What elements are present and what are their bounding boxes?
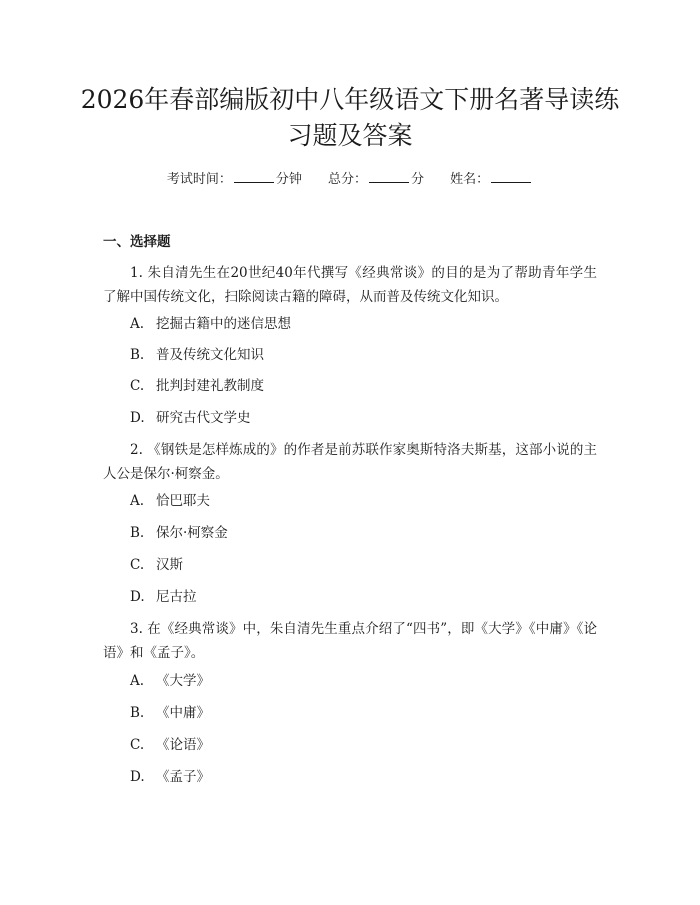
question-1-option-d [130, 408, 251, 428]
document-title: 2026年春部编版初中八年级语文下册名著导读练习题及答案 [80, 85, 620, 150]
total-score-field [328, 170, 424, 189]
option-text: 《论语》 [156, 737, 210, 753]
question-3-option-a [130, 671, 210, 691]
question-2-option-c [130, 555, 183, 575]
question-3-option-c [130, 735, 210, 755]
option-text: 汉斯 [156, 557, 183, 573]
question-1-option-c [130, 376, 264, 396]
option-letter: D. [130, 410, 145, 426]
question-2-option-d [130, 587, 197, 607]
question-2-option-b [130, 523, 228, 543]
option-letter: B. [130, 705, 145, 721]
question-3-option-b [130, 703, 210, 723]
question-1-option-a [130, 314, 291, 334]
option-text: 批判封建礼教制度 [156, 378, 264, 394]
option-letter: A. [130, 673, 145, 689]
exam-time-blank [234, 170, 274, 183]
option-letter: A. [130, 316, 145, 332]
option-text: 《中庸》 [156, 705, 210, 721]
option-text: 《孟子》 [156, 769, 210, 785]
question-1-option-b [130, 345, 264, 365]
option-text: 尼古拉 [156, 589, 197, 605]
exam-info [0, 170, 700, 189]
option-letter: A. [130, 493, 145, 509]
option-letter: C. [130, 737, 145, 753]
total-score-unit: 分 [411, 172, 425, 187]
total-score-label: 总分： [327, 172, 367, 187]
option-text: 《大学》 [156, 673, 210, 689]
question-3-option-d [130, 767, 210, 787]
question-stem-2: 2. 《钢铁是怎样炼成的》的作者是前苏联作家奥斯特洛夫斯基，这部小说的主人公是保尔·柯察金。 [103, 442, 597, 482]
name-label: 姓名： [450, 172, 490, 187]
name-blank [491, 170, 531, 183]
exam-time-label: 考试时间： [166, 172, 232, 187]
section-title: 一、选择题 [103, 234, 171, 250]
option-letter: B. [130, 525, 145, 541]
option-letter: D. [130, 769, 145, 785]
total-score-blank [369, 170, 409, 183]
option-letter: C. [130, 378, 145, 394]
option-letter: D. [130, 589, 145, 605]
option-text: 研究古代文学史 [156, 410, 251, 426]
option-text: 保尔·柯察金 [156, 525, 228, 541]
option-letter: C. [130, 557, 145, 573]
name-field [450, 170, 533, 189]
exam-time-unit: 分钟 [275, 172, 302, 187]
question-2-option-a [130, 491, 210, 511]
option-text: 普及传统文化知识 [156, 347, 264, 363]
option-text: 挖掘古籍中的迷信思想 [156, 316, 291, 332]
question-stem-3: 3. 在《经典常谈》中，朱自清先生重点介绍了“四书”，即《大学》《中庸》《论语》和《孟子》。 [103, 621, 597, 661]
option-letter: B. [130, 347, 145, 363]
option-text: 恰巴耶夫 [156, 493, 210, 509]
question-stem-1: 1. 朱自清先生在20世纪40年代撰写《经典常谈》的目的是为了帮助青年学生了解中国传统文化，扫除阅读古籍的障碍，从而普及传统文化知识。 [103, 265, 597, 305]
exam-time-field [167, 170, 302, 189]
